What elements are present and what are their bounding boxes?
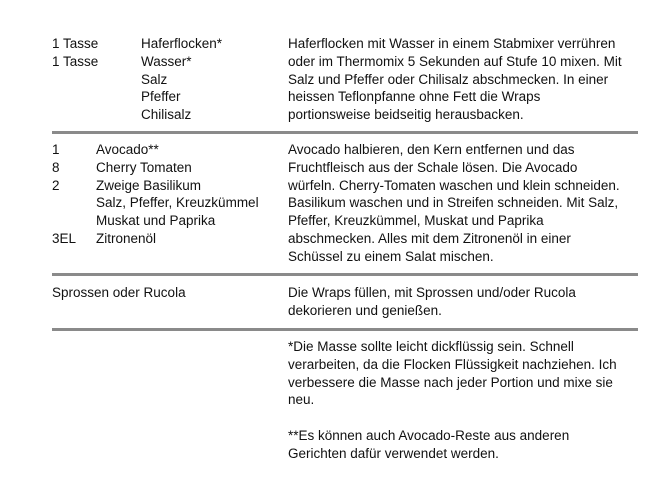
instructions [288,35,633,124]
ingredient-amount: 1 [52,142,60,157]
ingredient-amount: 1 Tasse [52,36,99,51]
note-line: neu. [288,392,315,408]
ingredient-amount [52,212,96,230]
note-line: verarbeiten, da die Flocken Flüssigkeit nachziehen. Ich [288,356,617,372]
recipe-section-wrap-dough [0,35,666,135]
section-divider [52,131,638,134]
ingredient-name: Cherry Tomaten [96,159,192,175]
ingredient-name: Salz, Pfeffer, Kreuzkümmel [96,195,259,211]
ingredient-name: Haferflocken* [141,36,223,51]
ingredient-amount [52,88,141,106]
ingredient-amount: 8 [52,159,60,175]
note-line: *Die Masse sollte leicht dickflüssig sein. Schnell [288,339,574,354]
ingredient-row [52,194,282,212]
section-divider [52,273,638,276]
ingredient-amount [52,106,141,124]
section-divider [52,328,638,331]
ingredient-name: Wasser* [141,53,192,69]
ingredient-name: Zitronenöl [96,230,157,246]
instruction-line: oder im Thermomix 5 Sekunden auf Stufe 10 mixen. Mit [288,53,622,69]
ingredient-list [52,141,282,248]
ingredient-amount: 2 [52,177,60,193]
ingredient-row [52,230,282,248]
instruction-line: Die Wraps füllen, mit Sprossen und/oder Rucola [288,285,576,300]
notes [288,338,633,463]
instruction-line: heissen Teflonpfanne ohne Fett die Wraps [288,89,541,105]
recipe-notes [0,338,666,468]
note-footnote-2 [288,427,633,463]
instruction-line: würfeln. Cherry-Tomaten waschen und klein schneiden. [288,177,620,193]
ingredient-row [52,106,282,124]
ingredient-row [52,35,282,53]
note-line: verbessere die Masse nach jeder Portion und mixe sie [288,374,613,390]
ingredient-name: Muskat und Paprika [96,213,216,229]
note-line: Gerichten dafür verwendet werden. [288,445,499,461]
recipe-section-serve [0,284,666,324]
instruction-line: Avocado halbieren, den Kern entfernen und das [288,142,575,157]
ingredient-row [52,212,282,230]
ingredient-name: Avocado** [96,142,159,157]
ingredient-row [52,177,282,195]
ingredient-row [52,53,282,71]
ingredient-amount: 3EL [52,230,77,246]
ingredient-list [52,284,282,302]
instruction-line: dekorieren und genießen. [288,302,442,318]
instruction-line: Fruchtfleisch aus der Schale lösen. Die Avocado [288,159,578,175]
instruction-line: Pfeffer, Kreuzkümmel, Muskat und Paprika [288,213,544,229]
instruction-line: abschmecken. Alles mit dem Zitronenöl in einer [288,230,571,246]
ingredient-row [52,88,282,106]
instruction-line: portionsweise beidseitig herausbacken. [288,107,524,123]
ingredient-name: Sprossen oder Rucola [52,285,186,300]
ingredient-amount [52,71,141,89]
spacer [288,409,633,427]
ingredient-row [52,71,282,89]
instruction-line: Basilikum waschen und in Streifen schneiden. Mit Salz, [288,195,619,211]
ingredient-amount: 1 Tasse [52,53,99,69]
ingredient-name: Pfeffer [141,89,181,105]
ingredient-amount [52,194,96,212]
ingredient-name: Chilisalz [141,107,192,123]
ingredient-row [52,159,282,177]
note-footnote-1 [288,338,633,409]
note-line: **Es können auch Avocado-Reste aus anderen [288,427,570,443]
instruction-line: Haferflocken mit Wasser in einem Stabmixer verrühren [288,36,616,51]
instruction-line: Schüssel zu einem Salat mischen. [288,248,494,264]
instructions [288,284,633,320]
recipe-section-avocado-salad [0,141,666,271]
ingredient-name: Zweige Basilikum [96,177,202,193]
instructions [288,141,633,266]
instruction-line: Salz und Pfeffer oder Chilisalz abschmecken. In einer [288,71,609,87]
ingredient-row [52,141,282,159]
ingredient-name: Salz [141,71,168,87]
ingredient-list [52,35,282,124]
